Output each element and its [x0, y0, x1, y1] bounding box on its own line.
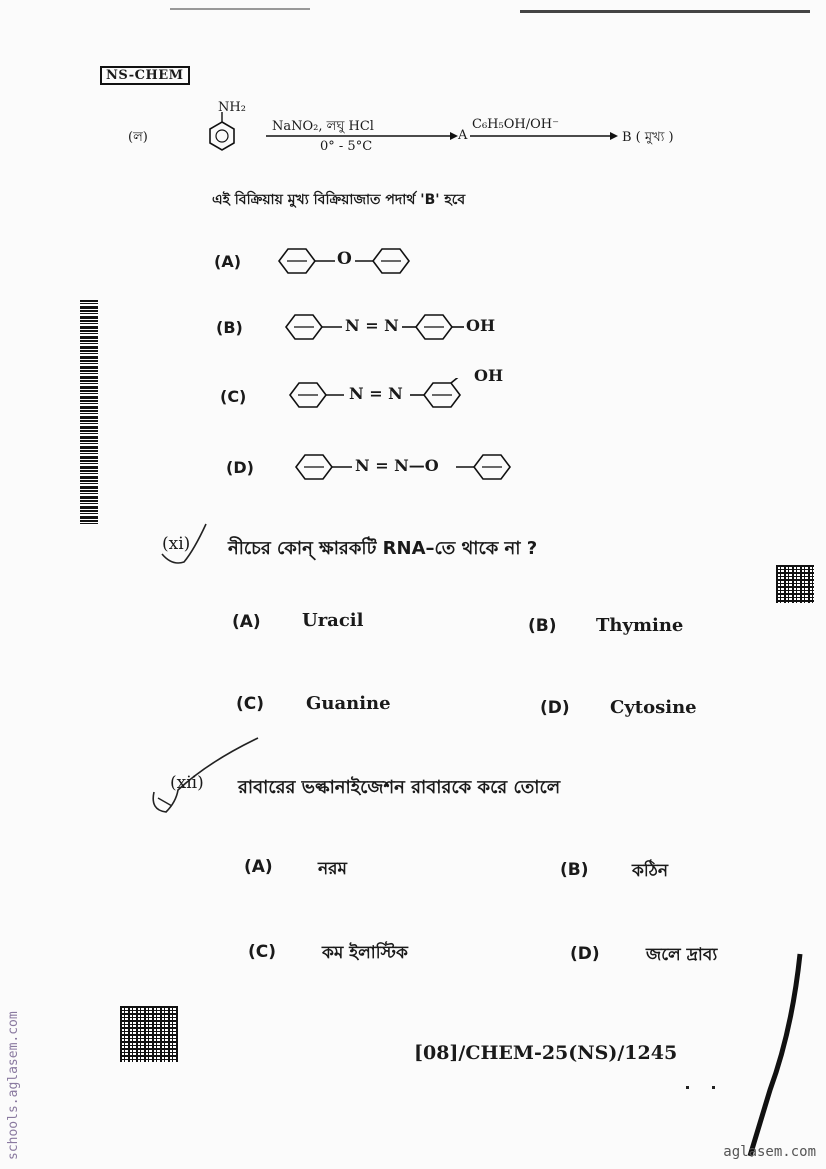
option-label: (D) [540, 698, 570, 718]
azo-group: N = N [345, 316, 399, 335]
hydroxyl-group: OH [466, 316, 496, 335]
amine-group: NH₂ [218, 100, 246, 115]
question-text: রাবারের ভল্কানাইজেশন রাবারকে করে তোলে [238, 777, 561, 798]
option-text: কম ইলাস্টিক [322, 943, 408, 963]
scan-line [520, 10, 810, 13]
question-number: (xii) [170, 773, 204, 793]
option-text: Thymine [596, 615, 684, 636]
question-number: (xi) [162, 534, 191, 554]
dot-mark [712, 1086, 715, 1089]
option-label: (A) [214, 252, 242, 271]
aniline-structure [210, 112, 234, 150]
bottom-watermark: aglasem.com [723, 1144, 816, 1160]
intermediate-A: A [458, 128, 468, 143]
option-text: Cytosine [610, 697, 697, 718]
option-label: (C) [248, 942, 277, 962]
dot-mark [686, 1086, 689, 1089]
option-text: নরম [318, 859, 347, 879]
option-text: Guanine [306, 693, 391, 714]
option-label: (B) [216, 318, 243, 337]
reagent-top: NaNO₂, লঘু HCl [272, 119, 374, 134]
option-label: (B) [560, 860, 589, 880]
question-text: এই বিক্রিয়ায় মুখ্য বিক্রিয়াজাত পদার্থ 'B' হবে [212, 192, 466, 208]
option-label: (D) [226, 458, 254, 477]
ether-oxygen: O [337, 249, 352, 269]
side-watermark: schools.aglasem.com [6, 1011, 21, 1160]
question-number: (ল) [128, 130, 148, 145]
reagent-bottom: 0° - 5°C [320, 139, 373, 154]
option-text: জলে দ্রাব্য [646, 945, 718, 965]
option-label: (A) [244, 857, 273, 877]
paper-footer-code: [08]/CHEM-25(NS)/1245 [414, 1042, 678, 1064]
product-B: B ( মুখ্য ) [622, 130, 674, 145]
option-label: (B) [528, 616, 557, 636]
reagent-2: C₆H₅OH/OH⁻ [472, 117, 559, 132]
qr-code [120, 1006, 178, 1062]
qr-code [776, 565, 814, 603]
option-label: (C) [220, 387, 247, 406]
option-text: কঠিন [632, 861, 668, 881]
option-text: Uracil [302, 610, 364, 631]
option-label: (C) [236, 694, 265, 714]
question-text: নীচের কোন্ ক্ষারকটি RNA–তে থাকে না ? [228, 538, 538, 559]
pen-stroke [730, 950, 810, 1160]
paper-code-box: NS-CHEM [100, 66, 190, 85]
scan-line [170, 8, 310, 10]
hydroxyl-group: OH [474, 366, 504, 385]
azo-oxy-group: N = N—O [355, 456, 439, 475]
barcode [80, 300, 98, 525]
option-label: (A) [232, 612, 261, 632]
azo-group: N = N [349, 384, 403, 403]
option-label: (D) [570, 944, 600, 964]
